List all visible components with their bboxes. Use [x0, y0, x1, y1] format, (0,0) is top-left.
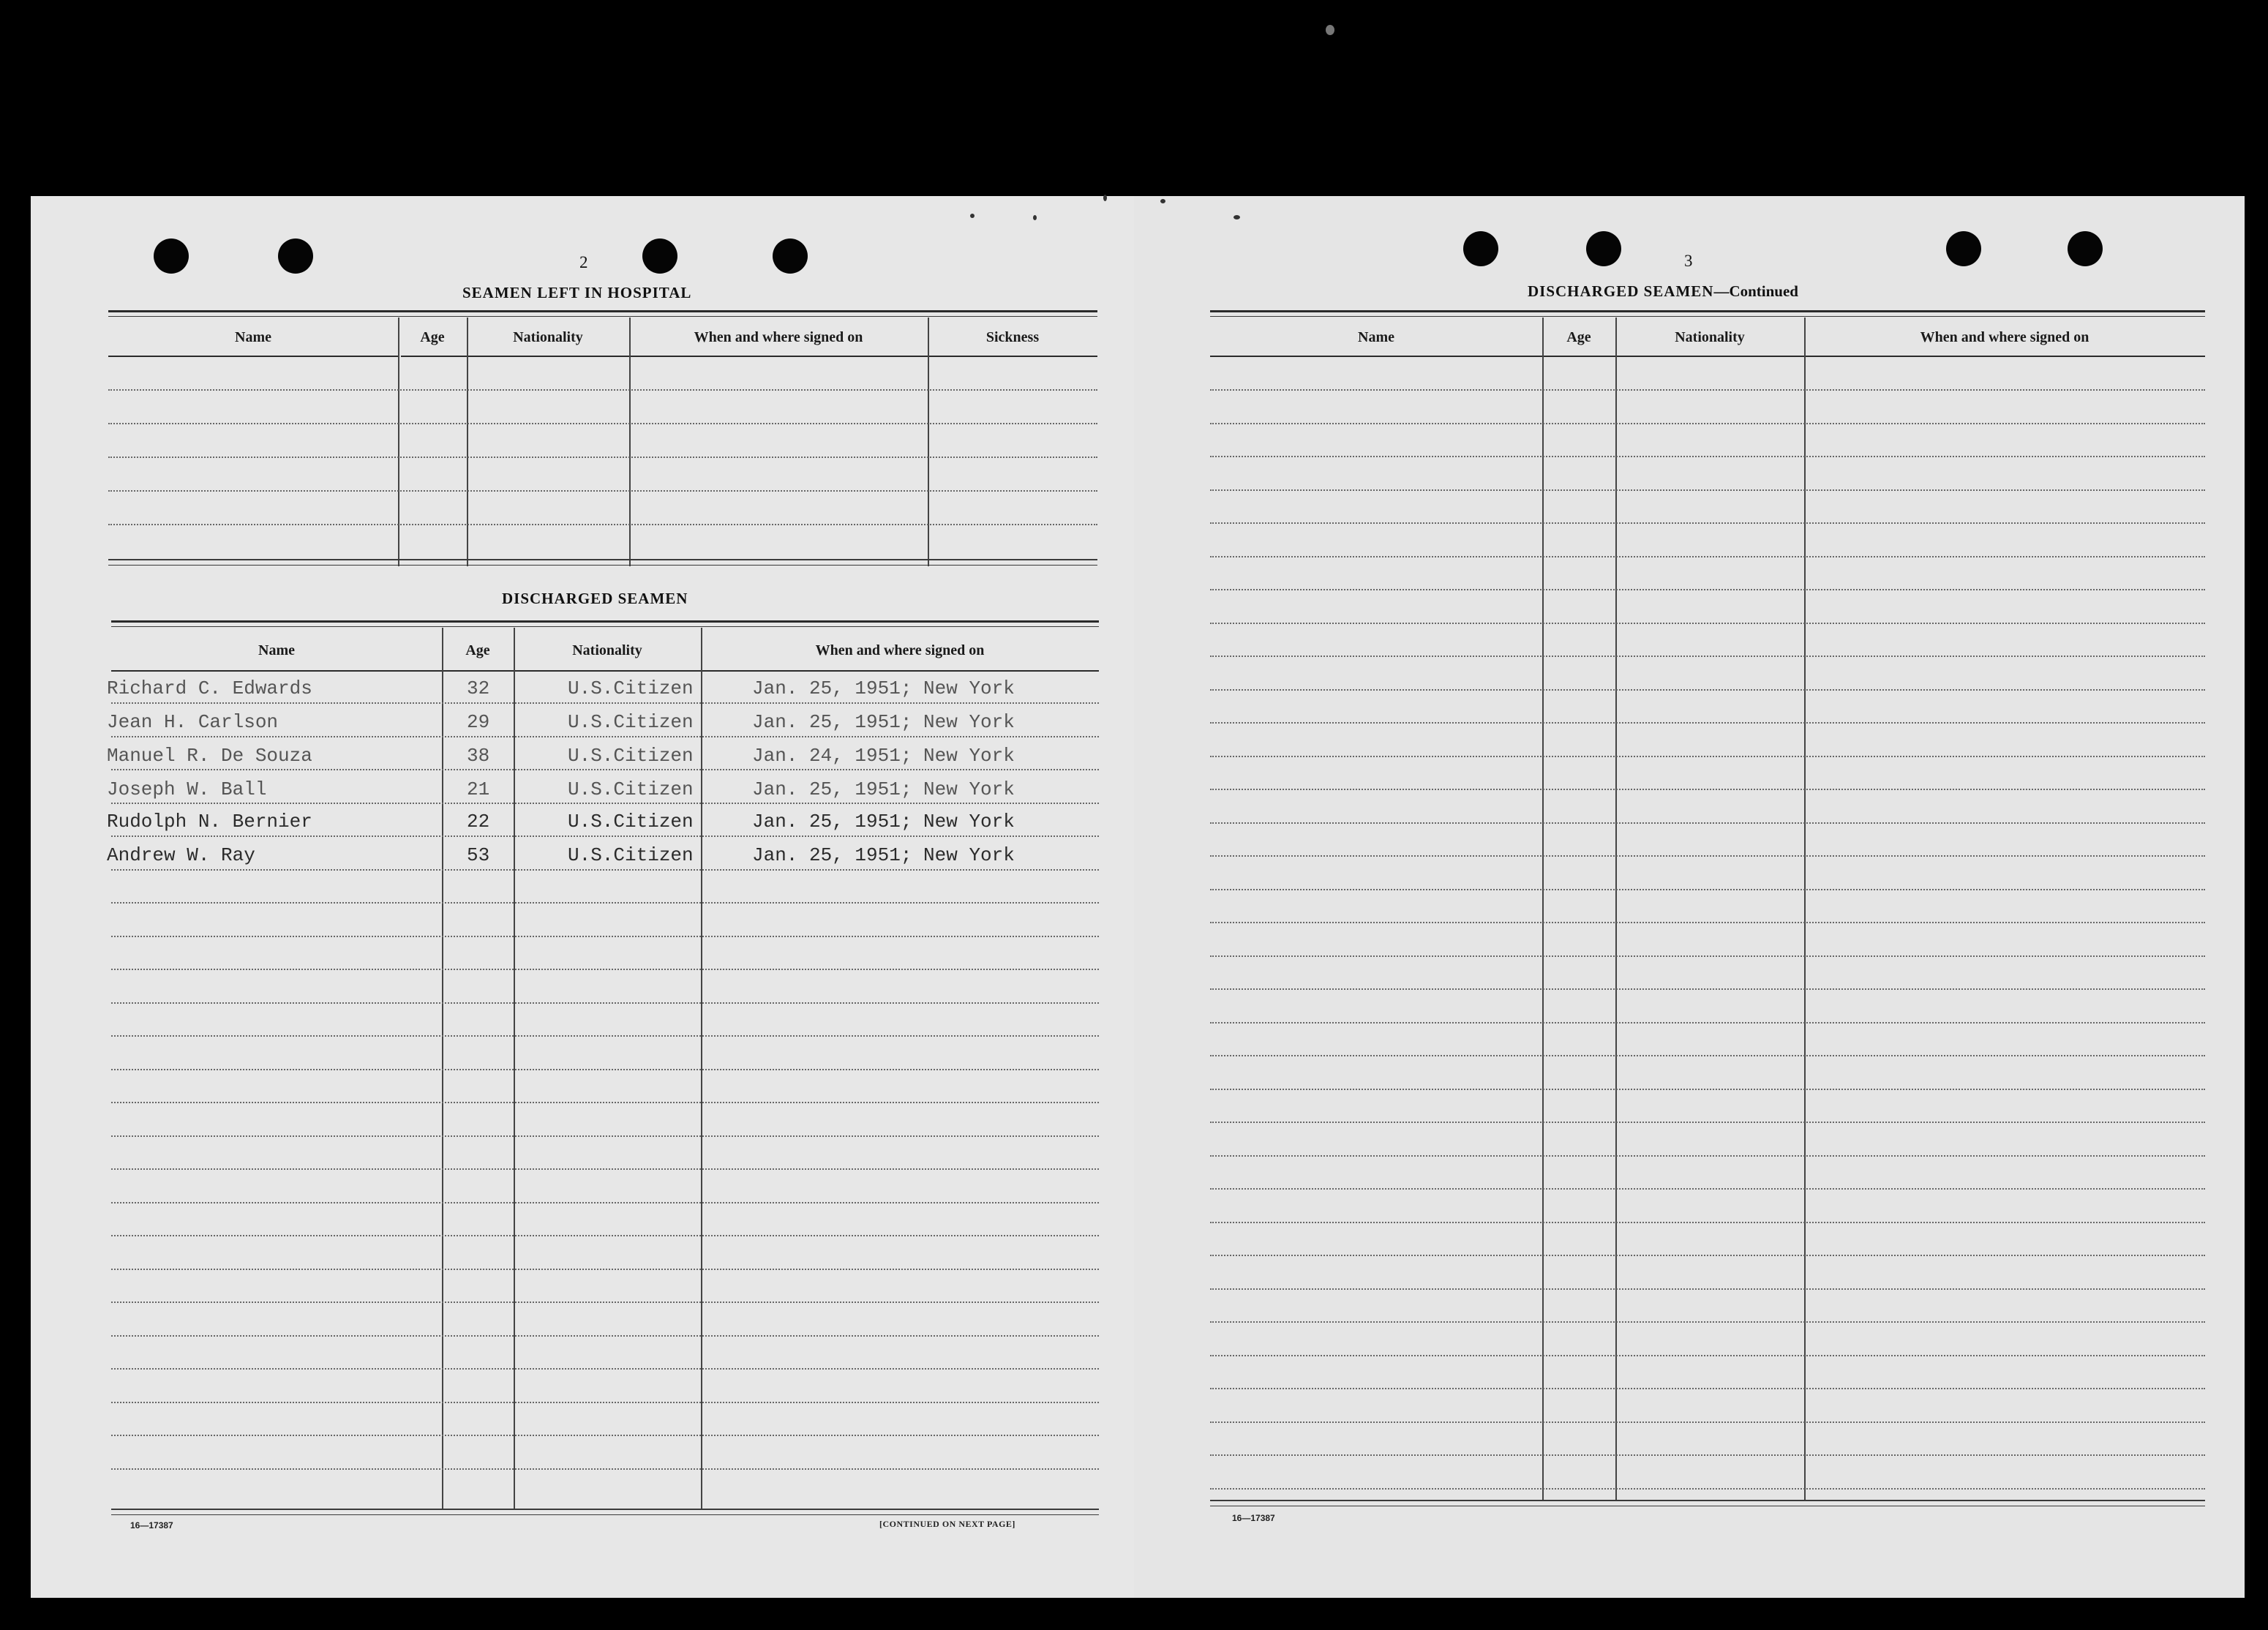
row-line	[1210, 656, 2205, 657]
row-line	[1210, 1288, 2205, 1290]
row-line	[1210, 955, 2205, 957]
row-line	[111, 902, 1099, 904]
cell-signed-on: Jan. 25, 1951; New York	[752, 677, 1015, 699]
row-line	[1210, 789, 2205, 790]
row-line	[111, 1302, 1099, 1303]
form-number: 16—17387	[1232, 1513, 1275, 1523]
cell-name: Rudolph N. Bernier	[107, 811, 312, 833]
header-signed-on: When and where signed on	[815, 642, 985, 658]
row-line	[111, 1002, 1099, 1004]
header-name: Name	[258, 642, 295, 658]
header-name: Name	[1358, 329, 1394, 345]
section-title-hospital: SEAMEN LEFT IN HOSPITAL	[462, 284, 692, 301]
row-line	[1210, 1388, 2205, 1389]
row-line	[1210, 589, 2205, 590]
row-line	[111, 736, 1099, 737]
punch-hole	[773, 239, 808, 274]
header-nationality: Nationality	[513, 329, 583, 345]
header-age: Age	[420, 329, 445, 345]
row-line	[1210, 822, 2205, 824]
punch-hole	[1586, 231, 1621, 266]
page-number: 2	[579, 253, 588, 271]
cell-age: 22	[467, 811, 490, 833]
header-nationality: Nationality	[572, 642, 642, 658]
cell-age: 38	[467, 745, 490, 767]
row-line	[1210, 1089, 2205, 1090]
cell-signed-on: Jan. 24, 1951; New York	[752, 745, 1015, 767]
row-line	[1210, 1454, 2205, 1456]
row-line	[111, 702, 1099, 704]
row-line	[1210, 1421, 2205, 1423]
title-suffix: —Continued	[1713, 282, 1798, 300]
row-line	[111, 1135, 1099, 1137]
row-line	[111, 835, 1099, 837]
row-line	[111, 803, 1099, 804]
row-line	[1210, 889, 2205, 890]
form-number: 16—17387	[130, 1520, 173, 1531]
row-line	[1210, 1222, 2205, 1223]
row-line	[111, 769, 1099, 770]
row-line	[1210, 423, 2205, 424]
row-line	[1210, 722, 2205, 724]
row-line	[111, 1035, 1099, 1037]
right-page	[1134, 196, 2245, 1598]
row-line	[1210, 855, 2205, 857]
continued-note: [CONTINUED ON NEXT PAGE]	[879, 1519, 1015, 1529]
row-line	[111, 969, 1099, 970]
row-line	[1210, 1255, 2205, 1256]
row-line	[111, 1235, 1099, 1236]
header-signed-on: When and where signed on	[1920, 329, 2089, 345]
row-line	[1210, 389, 2205, 391]
punch-hole	[1946, 231, 1981, 266]
row-line	[1210, 1022, 2205, 1024]
row-line	[1210, 689, 2205, 691]
cell-signed-on: Jan. 25, 1951; New York	[752, 711, 1015, 733]
cell-age: 21	[467, 778, 490, 800]
row-line	[111, 1435, 1099, 1436]
row-line	[1210, 988, 2205, 990]
title-main: DISCHARGED SEAMEN	[1528, 282, 1714, 300]
punch-hole	[278, 239, 313, 274]
speck	[1103, 195, 1107, 201]
speck	[970, 214, 975, 218]
row-line	[1210, 1155, 2205, 1157]
row-line	[111, 1335, 1099, 1337]
row-line	[1210, 1055, 2205, 1056]
row-line	[111, 1168, 1099, 1170]
row-line	[1210, 1321, 2205, 1323]
row-line	[1210, 522, 2205, 524]
discharged-table	[107, 620, 1099, 1514]
header-age: Age	[465, 642, 490, 658]
cell-name: Jean H. Carlson	[107, 711, 279, 733]
row-line	[111, 1269, 1099, 1270]
cell-nationality: U.S.Citizen	[568, 745, 694, 767]
row-line	[1210, 1122, 2205, 1123]
section-title-discharged-continued	[1528, 282, 1798, 301]
row-line	[111, 1202, 1099, 1203]
cell-age: 29	[467, 711, 490, 733]
cell-name: Joseph W. Ball	[107, 778, 267, 800]
section-title-discharged: DISCHARGED SEAMEN	[502, 590, 688, 607]
cell-name: Andrew W. Ray	[107, 844, 255, 866]
hospital-table	[108, 310, 1097, 574]
row-line	[1210, 456, 2205, 457]
speck	[1033, 215, 1037, 220]
cell-age: 32	[467, 677, 490, 699]
row-line	[111, 1402, 1099, 1403]
row-line	[111, 1069, 1099, 1070]
left-page	[31, 196, 1134, 1598]
header-name: Name	[235, 329, 271, 345]
row-line	[1210, 756, 2205, 757]
row-line	[111, 936, 1099, 937]
row-line	[1210, 489, 2205, 491]
row-line	[111, 1368, 1099, 1370]
punch-hole	[1463, 231, 1498, 266]
cell-name: Manuel R. De Souza	[107, 745, 312, 767]
cell-nationality: U.S.Citizen	[568, 677, 694, 699]
discharged-continued-table	[1210, 310, 2205, 1507]
row-line	[111, 1468, 1099, 1470]
page-number: 3	[1684, 252, 1693, 270]
cell-age: 53	[467, 844, 490, 866]
row-line	[1210, 1488, 2205, 1490]
cell-signed-on: Jan. 25, 1951; New York	[752, 811, 1015, 833]
cell-name: Richard C. Edwards	[107, 677, 312, 699]
speck	[1233, 215, 1240, 219]
row-line	[1210, 623, 2205, 624]
cell-nationality: U.S.Citizen	[568, 811, 694, 833]
cell-signed-on: Jan. 25, 1951; New York	[752, 844, 1015, 866]
header-sickness: Sickness	[985, 329, 1040, 345]
header-nationality: Nationality	[1675, 329, 1745, 345]
header-age: Age	[1566, 329, 1591, 345]
punch-hole	[154, 239, 189, 274]
speck	[1326, 25, 1334, 35]
row-line	[1210, 556, 2205, 557]
row-line	[1210, 1188, 2205, 1190]
cell-nationality: U.S.Citizen	[568, 844, 694, 866]
cell-signed-on: Jan. 25, 1951; New York	[752, 778, 1015, 800]
cell-nationality: U.S.Citizen	[568, 778, 694, 800]
row-line	[111, 869, 1099, 871]
row-line	[1210, 922, 2205, 923]
row-line	[111, 1102, 1099, 1103]
cell-nationality: U.S.Citizen	[568, 711, 694, 733]
row-line	[1210, 1355, 2205, 1356]
punch-hole	[642, 239, 677, 274]
punch-hole	[2068, 231, 2103, 266]
speck	[1160, 199, 1165, 203]
header-signed-on: When and where signed on	[694, 329, 863, 345]
